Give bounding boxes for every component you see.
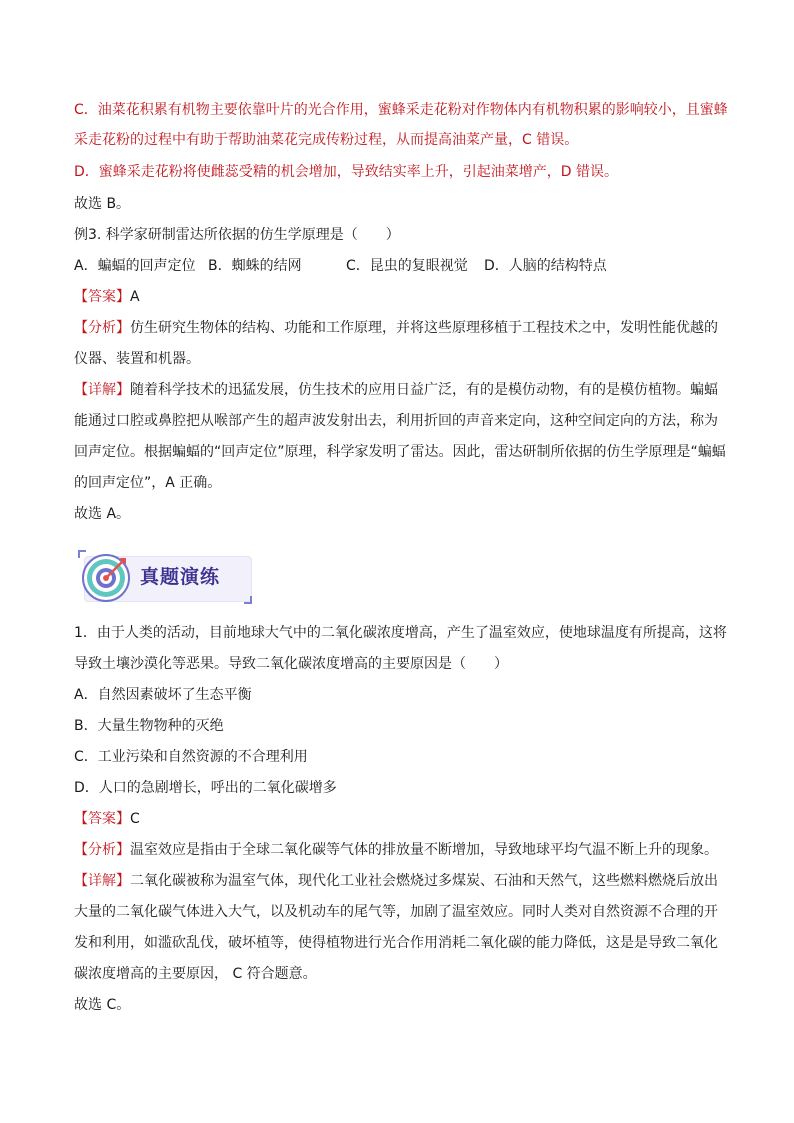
answer-tag: 【答案】	[74, 811, 130, 827]
analysis-tag: 【分析】	[74, 320, 130, 336]
q1-stem-line2: 导致土壤沙漠化等恶果。导致二氧化碳浓度增高的主要原因是（ ）	[74, 656, 508, 672]
answer-tag: 【答案】	[74, 289, 130, 305]
section-banner	[74, 548, 252, 606]
q1-detail-line3: 发和利用，如滥砍乱伐，破坏植等，使得植物进行光合作用消耗二氧化碳的能力降低，这是是导致二氧化	[74, 935, 718, 951]
detail-text: 随着科学技术的迅猛发展，仿生技术的应用日益广泛，有的是模仿动物，有的是模仿植物。蝙蝠	[130, 382, 718, 398]
detail-tag: 【详解】	[74, 873, 130, 889]
example3-answer	[74, 287, 140, 307]
answer-value: A	[130, 289, 140, 305]
banner-corner	[244, 596, 252, 604]
example3-option-c: C．昆虫的复眼视觉	[346, 258, 468, 274]
prev-option-c-line1: C．油菜花积累有机物主要依靠叶片的光合作用，蜜蜂采走花粉对作物体内有机物积累的影响较小，且蜜蜂	[74, 102, 728, 118]
q1-option-b: B．大量生物物种的灭绝	[74, 718, 224, 734]
example3-detail-line3: 回声定位。根据蝙蝠的“回声定位”原理，科学家发明了雷达。因此，雷达研制所依据的仿生学原理是“蝙蝠	[74, 444, 726, 460]
prev-choice: 故选 B。	[74, 196, 131, 212]
example3-question: 例3. 科学家研制雷达所依据的仿生学原理是（ ）	[74, 227, 400, 243]
example3-analysis-line1	[74, 318, 718, 338]
q1-choice: 故选 C。	[74, 997, 131, 1013]
analysis-text: 仿生研究生物体的结构、功能和工作原理，并将这些原理移植于工程技术之中，发明性能优越的	[130, 320, 718, 336]
q1-option-a: A．自然因素破坏了生态平衡	[74, 687, 252, 703]
analysis-text: 温室效应是指由于全球二氧化碳等气体的排放量不断增加，导致地球平均气温不断上升的现象。	[130, 842, 718, 858]
detail-text: 二氧化碳被称为温室气体，现代化工业社会燃烧过多煤炭、石油和天然气，这些燃料燃烧后放出	[130, 873, 718, 889]
q1-analysis	[74, 840, 718, 860]
example3-option-a: A．蝙蝠的回声定位	[74, 258, 196, 274]
prev-option-c-line2: 采走花粉的过程中有助于帮助油菜花完成传粉过程，从而提高油菜产量，C 错误。	[74, 132, 579, 148]
q1-answer	[74, 809, 140, 829]
prev-option-d: D．蜜蜂采走花粉将使雌蕊受精的机会增加，导致结实率上升，引起油菜增产，D 错误。	[74, 164, 619, 180]
example3-detail-line4: 的回声定位”，A 正确。	[74, 475, 222, 491]
q1-detail-line1	[74, 871, 718, 891]
example3-detail-line2: 能通过口腔或鼻腔把从喉部产生的超声波发射出去，利用折回的声音来定向，这种空间定向的方法，称为	[74, 413, 718, 429]
example3-options	[74, 256, 607, 276]
q1-option-d: D．人口的急剧增长，呼出的二氧化碳增多	[74, 780, 337, 796]
detail-tag: 【详解】	[74, 382, 130, 398]
analysis-tag: 【分析】	[74, 842, 130, 858]
example3-choice: 故选 A。	[74, 506, 131, 522]
target-icon	[80, 552, 132, 604]
example3-analysis-line2: 仪器、装置和机器。	[74, 351, 200, 367]
q1-detail-line4: 碳浓度增高的主要原因， C 符合题意。	[74, 966, 317, 982]
answer-value: C	[130, 811, 140, 827]
example3-option-d: D．人脑的结构特点	[484, 258, 607, 274]
q1-detail-line2: 大量的二氧化碳气体进入大气，以及机动车的尾气等，加剧了温室效应。同时人类对自然资源不合理的开	[74, 904, 718, 920]
example3-option-b: B．蜘蛛的结网	[208, 258, 302, 274]
q1-option-c: C．工业污染和自然资源的不合理利用	[74, 749, 308, 765]
q1-stem-line1: 1．由于人类的活动，目前地球大气中的二氧化碳浓度增高，产生了温室效应，使地球温度有所提高，这将	[74, 625, 727, 641]
example3-detail-line1	[74, 380, 718, 400]
banner-title: 真题演练	[140, 566, 221, 588]
